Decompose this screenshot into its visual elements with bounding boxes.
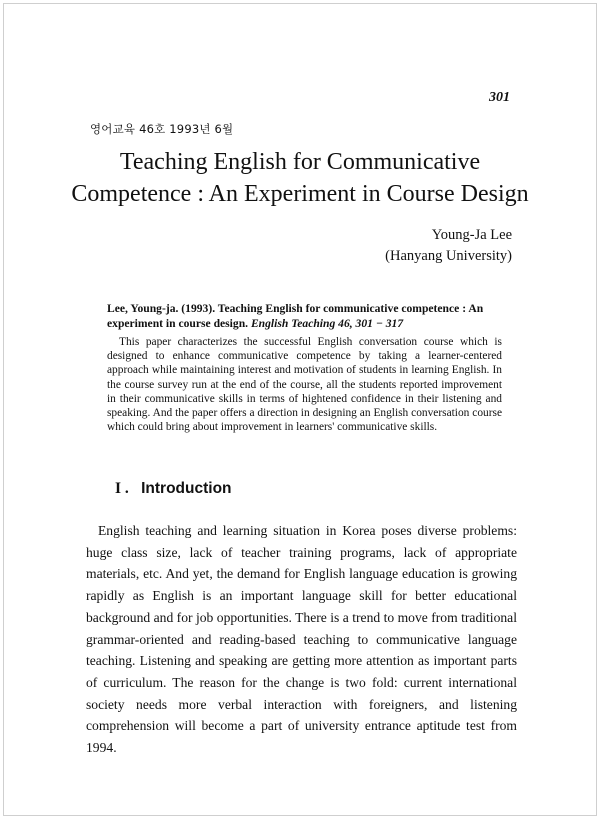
citation <box>107 302 502 331</box>
abstract-body: This paper characterizes the successful English conversation course which is designed to enhance communicative competence by taking a learner-centered approach while maintaining interest and motivation of students in learning English. In the course survey run at the end of the course, all the students reported improvement in their communicative skills in terms of hightened confidence in their listening and speaking. And the paper offers a direction in designing an English conversation course which could bring about improvement in learners' communicative skills. <box>107 336 502 434</box>
paper-title-line-1: Teaching English for Communicative <box>119 149 481 175</box>
citation-main: Lee, Young-ja. (1993). Teaching English for communicative competence : An experiment in course design. <box>107 302 484 330</box>
body-paragraph: English teaching and learning situation in Korea poses diverse problems: huge class size, lack of teacher training programs, lack of appropriate materials, etc. And yet, the demand for English language education is growing rapidly as English is an important language skill for better educational background and for job opportunities. There is a trend to move from traditional grammar-oriented and reading-based teaching to communicative language teaching. Listening and speaking are getting more attention as important parts of curriculum. The reason for the change is two fold: current international society needs more verbal interaction with foreigners, and listening comprehension will become a part of university entrance aptitude test from 1994. <box>86 523 517 756</box>
journal-info: 영어교육 46호 1993년 6월 <box>90 122 234 136</box>
paper-title-line-2: Competence : An Experiment in Course Design <box>71 181 529 207</box>
abstract <box>107 302 502 434</box>
page-number: 301 <box>489 90 510 105</box>
section-title: Introduction <box>141 480 232 497</box>
author-block <box>385 225 512 267</box>
author-affiliation: (Hanyang University) <box>385 248 512 264</box>
citation-journal: English Teaching 46, 301 − 317 <box>250 316 404 330</box>
section-number: I . <box>115 480 129 497</box>
paper-title <box>0 146 600 210</box>
section-heading <box>115 480 232 498</box>
author-name: Young-Ja Lee <box>431 227 512 243</box>
